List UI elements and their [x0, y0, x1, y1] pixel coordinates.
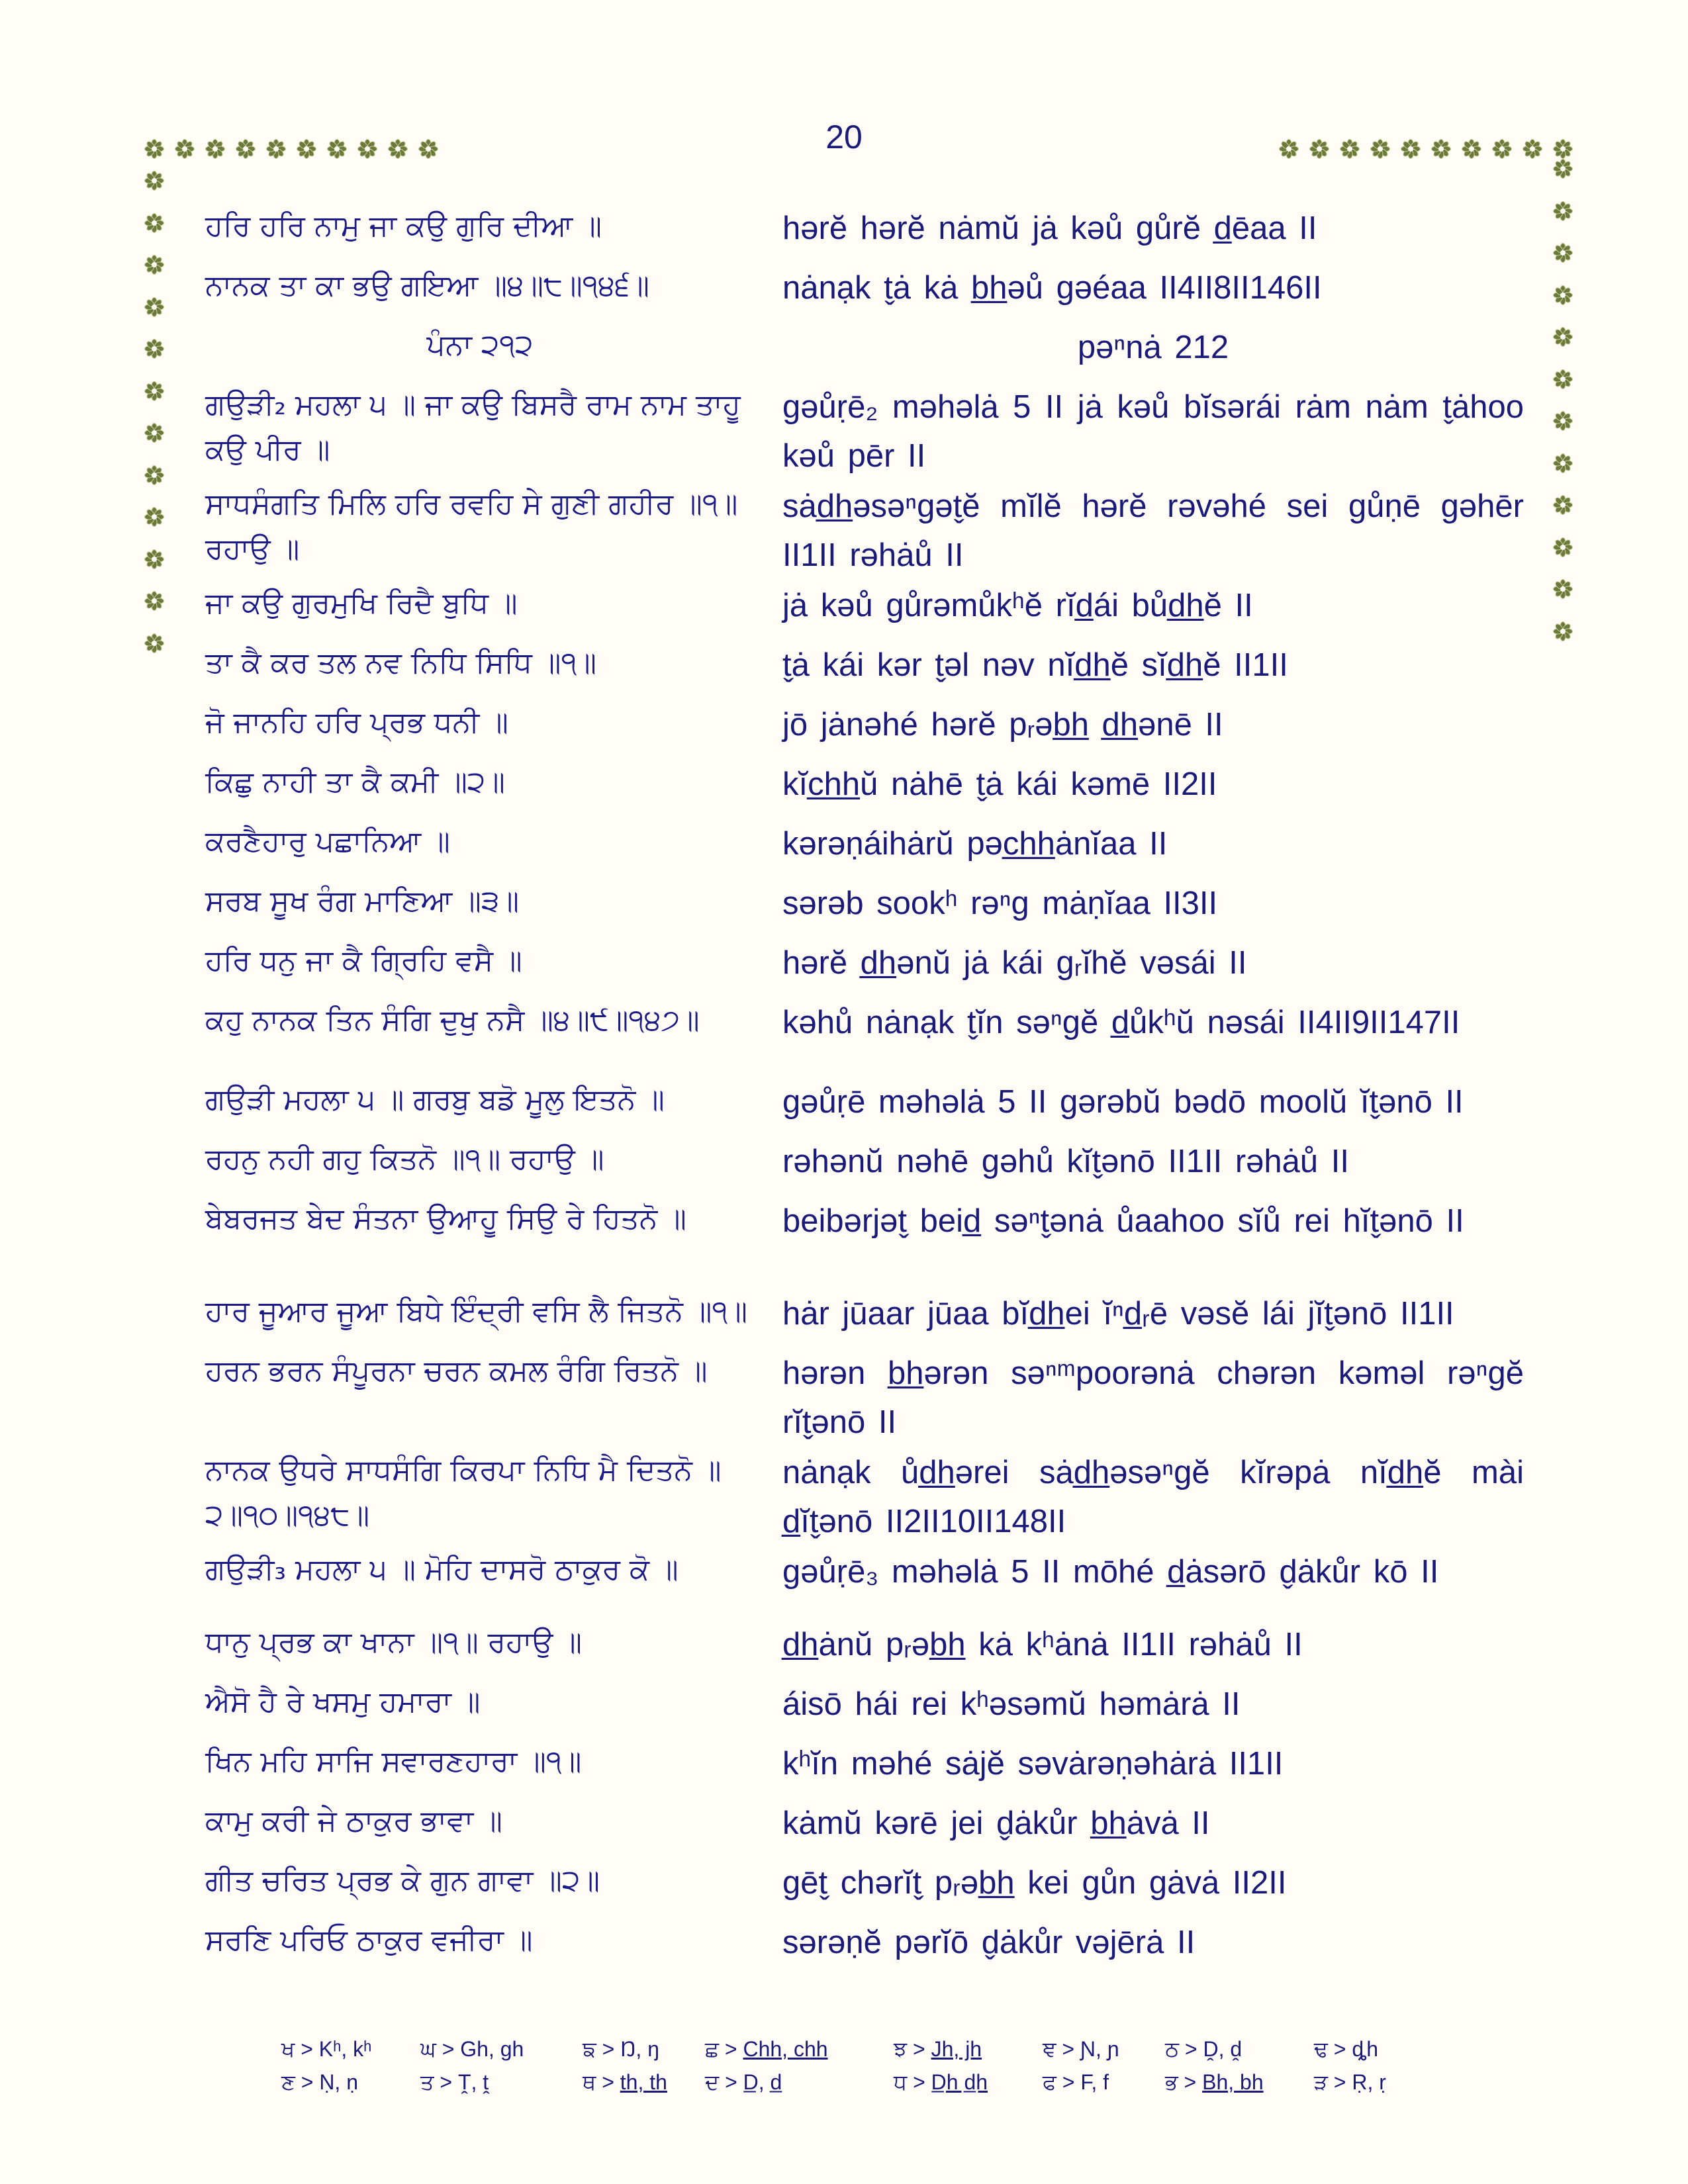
verse-gurmukhi: ਕਰਣੈਹਾਰੁ ਪਛਾਨਿਆ ॥	[205, 825, 450, 858]
flower-icon	[1553, 285, 1573, 305]
legend-gurmukhi: ਘ	[420, 2037, 436, 2061]
verse-gurmukhi: ਜਾ ਕਉ ਗੁਰਮੁਖਿ ਰਿਦੈ ਬੁਧਿ ॥	[205, 586, 518, 620]
legend-entry	[1314, 2070, 1386, 2095]
flower-icon	[236, 139, 256, 159]
verse-transliteration: kȧmŭ kərē jei d̬ȧkůr b̲h̲ȧvȧ II	[782, 1805, 1210, 1841]
verse-gurmukhi: ਧਾਨੁ ਪ੍ਰਭ ਕਾ ਖਾਨਾ ॥੧॥ ਰਹਾਉ ॥	[205, 1625, 583, 1659]
legend-separator: >	[596, 2037, 621, 2061]
legend-gurmukhi: ਣ	[281, 2070, 295, 2094]
verse-transliteration: beibərjət̬ beid̲ səⁿt̬ənȧ ůaahoo sĭů rei hĭt̬ənō II	[782, 1203, 1464, 1239]
verse-gurmukhi: ਕਹੁ ਨਾਨਕ ਤਿਨ ਸੰਗਿ ਦੁਖੁ ਨਸੈ ॥੪॥੯॥੧੪੭॥	[205, 1003, 700, 1037]
legend-entry	[1043, 2070, 1109, 2095]
verse-gurmukhi: ਹਰਿ ਧਨੁ ਜਾ ਕੈ ਗ੍ਰਿਹਿ ਵਸੈ ॥	[205, 944, 522, 978]
flower-icon	[144, 507, 164, 527]
legend-entry	[1165, 2037, 1242, 2062]
verse-gurmukhi: ਹਰਿ ਹਰਿ ਨਾਮੁ ਜਾ ਕਉ ਗੁਰਿ ਦੀਆ ॥	[205, 209, 602, 243]
flower-icon	[1553, 495, 1573, 515]
flower-icon	[1553, 201, 1573, 221]
legend-entry	[281, 2037, 371, 2062]
flower-icon	[327, 139, 347, 159]
verse-transliteration: kĭc̲h̲h̲ŭ nȧhē t̬ȧ kái kəmē II2II	[782, 766, 1217, 802]
verse-gurmukhi: ਰਹਨੁ ਨਹੀ ਗਹੁ ਕਿਤਨੋ ॥੧॥ ਰਹਾਉ ॥	[205, 1142, 604, 1176]
legend-entry	[894, 2070, 988, 2095]
legend-separator: >	[719, 2037, 743, 2061]
legend-entry	[281, 2070, 358, 2095]
legend-roman: Ṱ, ṱ	[457, 2070, 489, 2094]
flower-icon	[205, 139, 225, 159]
flower-icon	[144, 139, 164, 159]
flower-icon	[297, 139, 316, 159]
verse-transliteration: hərən b̲h̲ərən səⁿᵐpoorənȧ chərən kəməl rəⁿgĕ rĭt̬ənō II	[782, 1355, 1524, 1440]
verse-transliteration: kəhů nȧnạk t̬ĭn səⁿgĕ d̲ůkʰŭ nəsái II4II9II147II	[782, 1005, 1460, 1040]
verse-gurmukhi: ਤਾ ਕੈ ਕਰ ਤਲ ਨਵ ਨਿਧਿ ਸਿਧਿ ॥੧॥	[205, 646, 597, 680]
verse-transliteration: hȧr jūaar jūaa bĭd̲h̲ei ĭⁿd̲ᵣē vəsĕ lái jĭt̬ənō II1II	[782, 1296, 1454, 1332]
legend-gurmukhi: ਥ	[583, 2070, 596, 2094]
verse-transliteration: nȧnạk t̬ȧ kȧ b̲h̲əů gəéaa II4II8II146II	[782, 270, 1322, 306]
flower-icon	[144, 255, 164, 275]
legend-separator: >	[1327, 2070, 1352, 2094]
legend-separator: >	[719, 2070, 743, 2094]
flower-icon	[144, 171, 164, 191]
page-reference-transliteration: pəⁿnȧ 212	[1077, 330, 1229, 365]
verse-transliteration: sərəṇĕ pərĭō d̬ȧkůr vəjērȧ II	[782, 1925, 1196, 1960]
legend-separator: >	[434, 2070, 458, 2094]
legend-entry	[705, 2037, 828, 2062]
verse-gurmukhi: ਬੇਬਰਜਤ ਬੇਦ ਸੰਤਨਾ ਉਆਹੂ ਸਿਉ ਰੇ ਹਿਤਨੋ ॥	[205, 1202, 686, 1236]
legend-entry	[1314, 2037, 1378, 2062]
legend-separator: >	[907, 2037, 931, 2061]
legend-entry	[583, 2037, 659, 2062]
flower-icon	[1553, 579, 1573, 599]
verse-gurmukhi: ਨਾਨਕ ਤਾ ਕਾ ਭਉ ਗਇਆ ॥੪॥੮॥੧੪੬॥	[205, 269, 650, 302]
flower-icon	[1553, 411, 1573, 431]
verse-transliteration: t̬ȧ kái kər t̬əl nəv nĭd̲h̲ĕ sĭd̲h̲ĕ II1II	[782, 647, 1288, 683]
legend-gurmukhi: ਭ	[1165, 2070, 1178, 2094]
legend-separator: >	[1178, 2070, 1203, 2094]
flower-icon	[266, 139, 286, 159]
verse-transliteration: hərĕ d̲h̲ənŭ jȧ kái gᵣĭhĕ vəsái II	[782, 945, 1247, 981]
flower-icon	[388, 139, 408, 159]
legend-gurmukhi: ਤ	[420, 2070, 434, 2094]
legend-gurmukhi: ਞ	[1043, 2037, 1056, 2061]
flower-icon	[144, 339, 164, 359]
legend-gurmukhi: ਦ	[705, 2070, 720, 2094]
legend-roman: Ṇ, ṇ	[319, 2070, 358, 2094]
page-reference-gurmukhi: ਪੰਨਾ ੨੧੨	[426, 328, 534, 362]
flower-icon	[1553, 621, 1573, 641]
verse-transliteration: gēt̬ chərĭt̬ pᵣəb̲h̲ kei gůn gȧvȧ II2II	[782, 1865, 1287, 1901]
legend-gurmukhi: ਙ	[583, 2037, 596, 2061]
legend-roman: Chh, chh	[743, 2037, 828, 2061]
legend-separator: >	[596, 2070, 620, 2094]
legend-separator: >	[907, 2070, 931, 2094]
legend-gurmukhi: ਛ	[705, 2037, 719, 2061]
verse-transliteration: jō jȧnəhé hərĕ pᵣəb̲h̲ d̲h̲ənē II	[782, 707, 1223, 743]
flower-icon	[144, 465, 164, 485]
verse-gurmukhi: ਗੀਤ ਚਰਿਤ ਪ੍ਰਭ ਕੇ ਗੁਨ ਗਾਵਾ ॥੨॥	[205, 1864, 600, 1897]
flower-icon	[144, 213, 164, 233]
legend-gurmukhi: ਧ	[894, 2070, 908, 2094]
legend-entry	[1043, 2037, 1119, 2062]
flower-icon	[144, 297, 164, 317]
verse-transliteration: sərəb sookʰ rəⁿg mȧṇĭaa II3II	[782, 886, 1218, 921]
flower-icon	[175, 139, 195, 159]
legend-roman: Ṛ, ṛ	[1352, 2070, 1386, 2094]
legend-roman: Jh, jh	[931, 2037, 982, 2061]
legend-roman: Bh, bh	[1202, 2070, 1264, 2094]
verse-gurmukhi: ਨਾਨਕ ਉਧਰੇ ਸਾਧਸੰਗਿ ਕਿਰਪਾ ਨਿਧਿ ਮੈ ਦਿਤਨੋ ॥੨॥੧੦॥੧੪੮॥	[205, 1453, 722, 1532]
flower-icon	[1492, 139, 1512, 159]
legend-roman: Ḓ, ḓ	[1203, 2037, 1243, 2061]
flower-icon	[144, 423, 164, 443]
legend-separator: >	[1056, 2037, 1080, 2061]
flower-icon	[1553, 159, 1573, 179]
verse-gurmukhi: ਸਰਬ ਸੂਖ ਰੰਗ ਮਾਣਿਆ ॥੩॥	[205, 884, 519, 918]
flower-icon	[1279, 139, 1299, 159]
verse-transliteration: jȧ kəů gůrəmůkʰĕ rĭd̲ái bůd̲h̲ĕ II	[782, 588, 1253, 623]
legend-entry	[894, 2037, 982, 2062]
verse-transliteration: kʰĭn məhé sȧjĕ səvȧrəṇəhȧrȧ II1II	[782, 1746, 1284, 1782]
legend-roman: F, f	[1080, 2070, 1109, 2094]
flower-icon	[1401, 139, 1421, 159]
verse-transliteration: gəůṛē₃ məhəlȧ 5 II mōhé d̲ȧsərō d̬ȧkůr kō II	[782, 1554, 1439, 1590]
legend-gurmukhi: ਖ	[281, 2037, 295, 2061]
flower-icon	[144, 381, 164, 401]
legend-separator: >	[295, 2070, 320, 2094]
flower-icon	[1553, 369, 1573, 389]
verse-gurmukhi: ਗਉੜੀ ਮਹਲਾ ੫ ॥ ਗਰਬੁ ਬਡੋ ਮੂਲੁ ਇਤਨੋ ॥	[205, 1083, 665, 1116]
verse-gurmukhi: ਜੋ ਜਾਨਹਿ ਹਰਿ ਪ੍ਰਭ ਧਨੀ ॥	[205, 705, 508, 739]
flower-icon	[1431, 139, 1451, 159]
verse-gurmukhi: ਕਾਮੁ ਕਰੀ ਜੇ ਠਾਕੁਰ ਭਾਵਾ ॥	[205, 1804, 502, 1838]
flower-icon	[1553, 453, 1573, 473]
flower-icon	[1553, 537, 1573, 557]
flower-icon	[144, 549, 164, 569]
legend-entry	[420, 2037, 524, 2062]
flower-icon	[1553, 139, 1573, 159]
verse-gurmukhi: ਹਰਨ ਭਰਨ ਸੰਪੂਰਨਾ ਚਰਨ ਕਮਲ ਰੰਗਿ ਰਿਤਨੋ ॥	[205, 1354, 708, 1388]
verse-gurmukhi: ਗਉੜੀ₃ ਮਹਲਾ ੫ ॥ ਮੋਹਿ ਦਾਸਰੋ ਠਾਕੁਰ ਕੋ ॥	[205, 1553, 679, 1586]
flower-icon	[1553, 327, 1573, 347]
flower-icon	[1523, 139, 1542, 159]
verse-gurmukhi: ਗਉੜੀ₂ ਮਹਲਾ ੫ ॥ ਜਾ ਕਉ ਬਿਸਰੈ ਰਾਮ ਨਾਮ ਤਾਹੂ ਕਉ ਪੀਰ ॥	[205, 388, 741, 467]
legend-separator: >	[295, 2037, 319, 2061]
legend-separator: >	[436, 2037, 461, 2061]
legend-roman: Ɲ, ɲ	[1080, 2037, 1119, 2061]
flower-icon	[1309, 139, 1329, 159]
legend-separator: >	[1056, 2070, 1081, 2094]
verse-transliteration: gəůṛē₂ məhəlȧ 5 II jȧ kəů bĭsərái rȧm nȧm t̬ȧhoo kəů pēr II	[782, 389, 1524, 474]
verse-gurmukhi: ਕਿਛੁ ਨਾਹੀ ਤਾ ਕੈ ਕਮੀ ॥੨॥	[205, 765, 505, 799]
legend-gurmukhi: ਠ	[1165, 2037, 1180, 2061]
verse-transliteration: áisō hái rei kʰəsəmŭ həmȧrȧ II	[782, 1686, 1241, 1722]
legend-gurmukhi: ਝ	[894, 2037, 908, 2061]
verse-transliteration: hərĕ hərĕ nȧmŭ jȧ kəů gůrĕ d̲ēaa II	[782, 210, 1317, 246]
legend-separator: >	[1327, 2037, 1352, 2061]
legend-entry	[705, 2070, 782, 2095]
legend-roman: Kʰ, kʰ	[318, 2037, 372, 2061]
verse-gurmukhi: ਹਾਰ ਜੂਆਰ ਜੂਆ ਬਿਧੇ ਇੰਦ੍ਰੀ ਵਸਿ ਲੈ ਜਿਤਨੋ ॥੧॥	[205, 1295, 748, 1328]
verse-transliteration: kərəṇáihȧrŭ pəc̲h̲h̲ȧnĭaa II	[782, 826, 1168, 862]
verse-gurmukhi: ਸਰਣਿ ਪਰਿਓ ਠਾਕੁਰ ਵਜੀਰਾ ॥	[205, 1923, 533, 1957]
verse-transliteration: rəhənŭ nəhē gəhů kĭt̬ənō II1II rəhȧů II	[782, 1144, 1350, 1179]
flower-icon	[144, 591, 164, 611]
flower-icon	[1370, 139, 1390, 159]
page-number: 20	[825, 118, 863, 156]
flower-icon	[1340, 139, 1360, 159]
legend-gurmukhi: ਫ	[1043, 2070, 1056, 2094]
flower-icon	[357, 139, 377, 159]
flower-icon	[1553, 243, 1573, 263]
legend-entry	[1165, 2070, 1264, 2095]
flower-icon	[418, 139, 438, 159]
legend-roman: D̲, d̲	[743, 2070, 782, 2094]
legend-roman: th, th	[620, 2070, 667, 2094]
legend-gurmukhi: ਢ	[1314, 2037, 1328, 2061]
verse-gurmukhi: ਖਿਨ ਮਹਿ ਸਾਜਿ ਸਵਾਰਣਹਾਰਾ ॥੧॥	[205, 1745, 582, 1778]
legend-entry	[583, 2070, 667, 2095]
flower-icon	[144, 633, 164, 653]
verse-transliteration: sȧd̲h̲əsəⁿgət̬ĕ mĭlĕ hərĕ rəvəhé sei gůṇē gəhēr II1II rəhȧů II	[782, 488, 1524, 573]
verse-transliteration: d̲h̲ȧnŭ pᵣəb̲h̲ kȧ kʰȧnȧ II1II rəhȧů II	[782, 1627, 1303, 1662]
verse-transliteration: gəůṛē məhəlȧ 5 II gərəbŭ bədō moolŭ ĭt̬ənō II	[782, 1084, 1464, 1120]
legend-entry	[420, 2070, 489, 2095]
legend-roman: D̲h d̲h	[931, 2070, 988, 2094]
legend-roman: Gh, gh	[460, 2037, 524, 2061]
flower-icon	[1462, 139, 1481, 159]
legend-roman: Ŋ, ŋ	[620, 2037, 659, 2061]
verse-gurmukhi: ਐਸੋ ਹੈ ਰੇ ਖਸਮੁ ਹਮਾਰਾ ॥	[205, 1685, 481, 1719]
legend-gurmukhi: ੜ	[1314, 2070, 1328, 2094]
legend-separator: >	[1179, 2037, 1203, 2061]
legend-roman: ȡh	[1352, 2037, 1378, 2061]
verse-transliteration: nȧnạk ůd̲h̲ərei sȧd̲h̲əsəⁿgĕ kĭrəpȧ nĭd̲h̲ĕ mài d̲ĭt̬ənō II2II10II148II	[782, 1455, 1524, 1539]
verse-gurmukhi: ਸਾਧਸੰਗਤਿ ਮਿਲਿ ਹਰਿ ਰਵਹਿ ਸੇ ਗੁਣੀ ਗਹੀਰ ॥੧॥ ਰਹਾਉ ॥	[205, 487, 738, 566]
